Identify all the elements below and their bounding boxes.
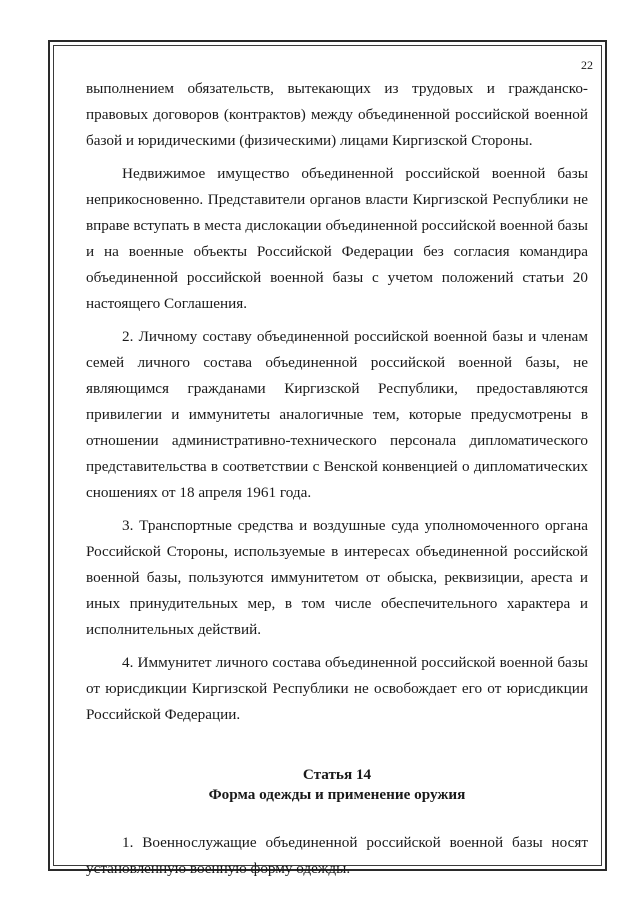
paragraph-real-estate: Недвижимое имущество объединенной российской военной базы неприкосновенно. Представители органов власти Киргизской Республики не вправе вступать в места дислокации объединенной российской военной базы и на военные объекты Российской Федерации без согласия командира объединенной российской военной базы с учетом положений статьи 20 настоящего Соглашения. [86, 165, 588, 312]
paragraph-article14-item-1: 1. Военнослужащие объединенной российской военной базы носят установленную военную форму одежды. [86, 834, 588, 877]
paragraph-item-2: 2. Личному составу объединенной российской военной базы и членам семей личного состава объединенной российской военной базы, не являющимся гражданами Киргизской Республики, предоставляются привилегии и иммунитеты аналогичные тем, которые предусмотрены в отношении административно-технического персонала дипломатического представительства в соответствии с Венской конвенцией о дипломатических сношениях от 18 апреля 1961 года. [86, 328, 588, 501]
paragraph-item-4: 4. Иммунитет личного состава объединенной российской военной базы от юрисдикции Киргизской Республики не освобождает его от юрисдикции Российской Федерации. [86, 654, 588, 723]
article-subtitle: Форма одежды и применение оружия [208, 786, 466, 803]
paragraph-continuation: выполнением обязательств, вытекающих из трудовых и гражданско-правовых договоров (контрактов) между объединенной российской военной базой и юридическими (физическими) лицами Киргизской Стороны. [86, 80, 588, 149]
article-title: Статья 14 [302, 766, 372, 783]
document-body [86, 76, 588, 882]
paragraph-item-3: 3. Транспортные средства и воздушные суда уполномоченного органа Российской Стороны, используемые в интересах объединенной российской военной базы, пользуются иммунитетом от обыска, реквизиции, ареста и иных принудительных мер, в том числе обеспечительного характера и исполнительных действий. [86, 517, 588, 638]
article-heading [86, 765, 588, 805]
page-number: 22 [581, 58, 593, 72]
